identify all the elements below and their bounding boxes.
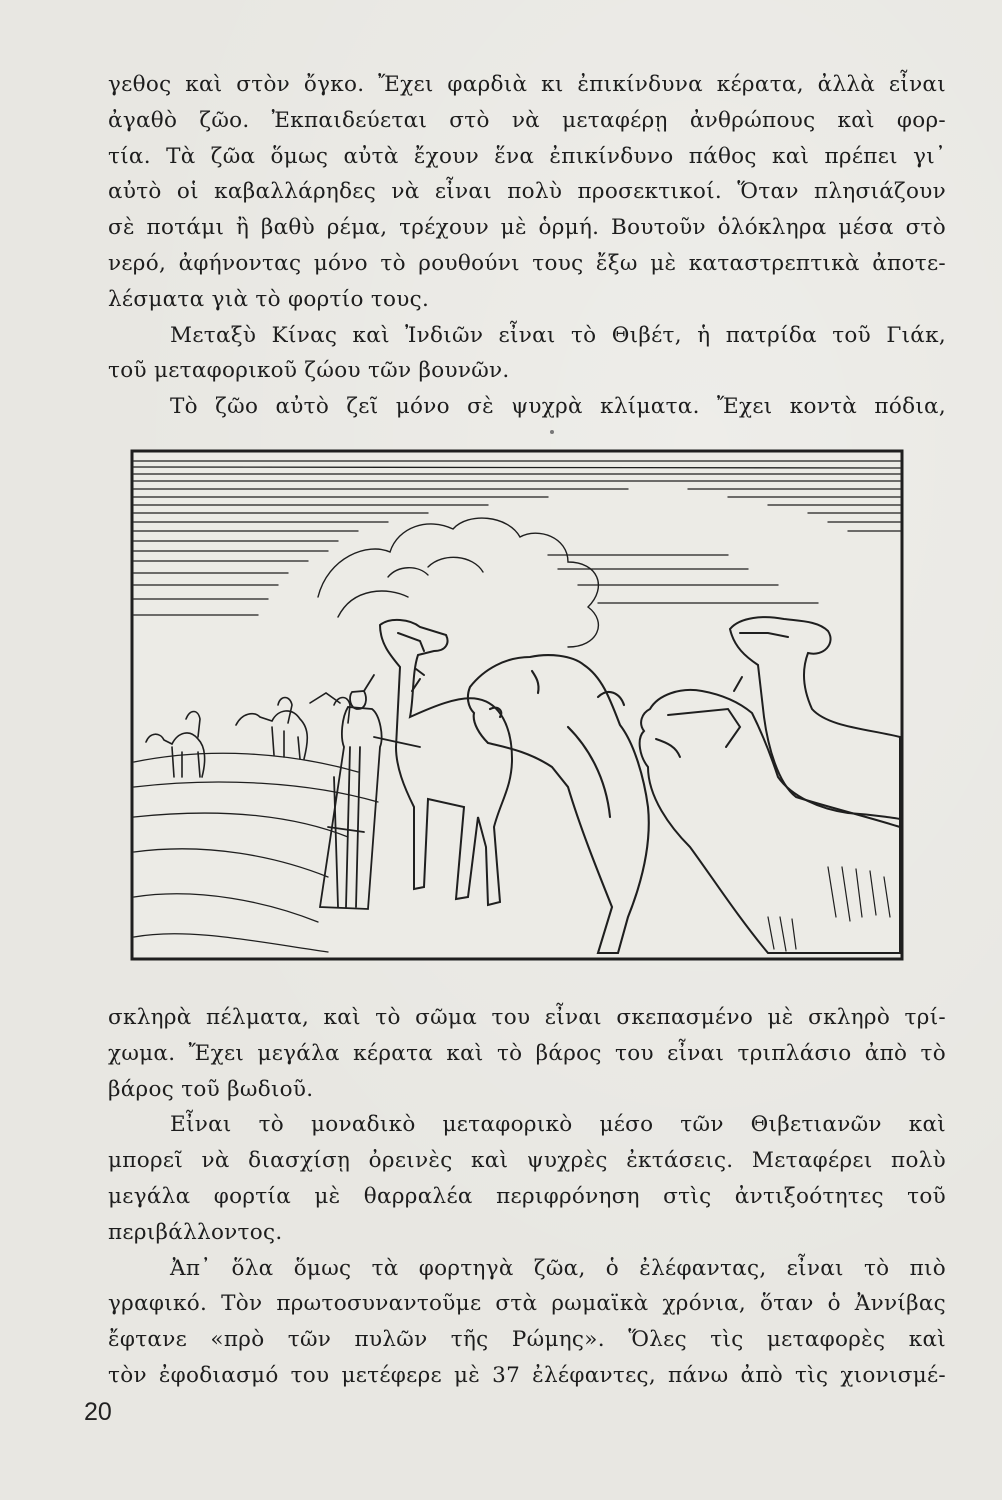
text-line: βάρος τοῦ βωδιοῦ. [108,1076,314,1102]
text-line: ἀγαθὸ ζῶο. Ἐκπαιδεύεται στὸ νὰ μεταφέρῃ ἀνθρώπους καὶ φορ- [108,107,946,133]
text-line: Ἀπ᾽ ὅλα ὅμως τὰ φορτηγὰ ζῶα, ὁ ἐλέφαντας, εἶναι τὸ πιὸ [170,1255,946,1281]
camel-illustration [128,447,906,963]
ink-speck [550,430,554,434]
text-line: χωμα. Ἔχει μεγάλα κέρατα καὶ τὸ βάρος του εἶναι τριπλάσιο ἀπὸ τὸ [108,1040,946,1066]
text-line: σὲ ποτάμι ἢ βαθὺ ρέμα, τρέχουν μὲ ὁρμή. Βουτοῦν ὁλόκληρα μέσα στὸ [108,215,946,241]
text-line: αὐτὸ οἱ καβαλλάρηδες νὰ εἶναι πολὺ προσεκτικοί. Ὅταν πλησιάζουν [108,179,946,205]
text-line: γραφικό. Τὸν πρωτοσυναντοῦμε στὰ ρωμαϊκὰ χρόνια, ὅταν ὁ Ἀννίβας [108,1291,946,1317]
text-line: τία. Τὰ ζῶα ὅμως αὐτὰ ἔχουν ἕνα ἐπικίνδυνο πάθος καὶ πρέπει γι᾽ [108,143,946,169]
text-line: Εἶναι τὸ μοναδικὸ μεταφορικὸ μέσο τῶν Θιβετιανῶν καὶ [170,1112,946,1138]
text-line: τοῦ μεταφορικοῦ ζώου τῶν βουνῶν. [108,358,510,384]
text-line: γεθος καὶ στὸν ὄγκο. Ἔχει φαρδιὰ κι ἐπικίνδυνα κέρατα, ἀλλὰ εἶναι [108,72,946,97]
text-line: νερό, ἀφήνοντας μόνο τὸ ρουθούνι τους ἔξω μὲ καταστρεπτικὰ ἀποτε- [108,250,946,276]
text-line: σκληρὰ πέλματα, καὶ τὸ σῶμα του εἶναι σκεπασμένο μὲ σκληρὸ τρί- [108,1005,946,1030]
top-text-block [108,67,946,425]
bottom-text-block [108,1000,946,1394]
text-line: μεγάλα φορτία μὲ θαρραλέα περιφρόνηση στὶς ἀντιξοότητες τοῦ [108,1183,946,1209]
text-line: Μεταξὺ Κίνας καὶ Ἰνδιῶν εἶναι τὸ Θιβέτ, ἡ πατρίδα τοῦ Γιάκ, [170,322,946,348]
text-line: μπορεῖ νὰ διασχίσῃ ὀρεινὲς καὶ ψυχρὲς ἐκτάσεις. Μεταφέρει πολὺ [108,1148,946,1174]
text-line: ἔφτανε «πρὸ τῶν πυλῶν τῆς Ρώμης». Ὅλες τὶς μεταφορὲς καὶ [108,1327,946,1353]
text-line: περιβάλλοντος. [108,1219,283,1245]
page-number: 20 [84,1398,112,1426]
text-line: λέσματα γιὰ τὸ φορτίο τους. [108,286,430,312]
text-line: τὸν ἐφοδιασμό του μετέφερε μὲ 37 ἐλέφαντες, πάνω ἀπὸ τὶς χιονισμέ- [108,1362,946,1388]
text-line: Τὸ ζῶο αὐτὸ ζεῖ μόνο σὲ ψυχρὰ κλίματα. Ἔχει κοντὰ πόδια, [170,394,946,420]
